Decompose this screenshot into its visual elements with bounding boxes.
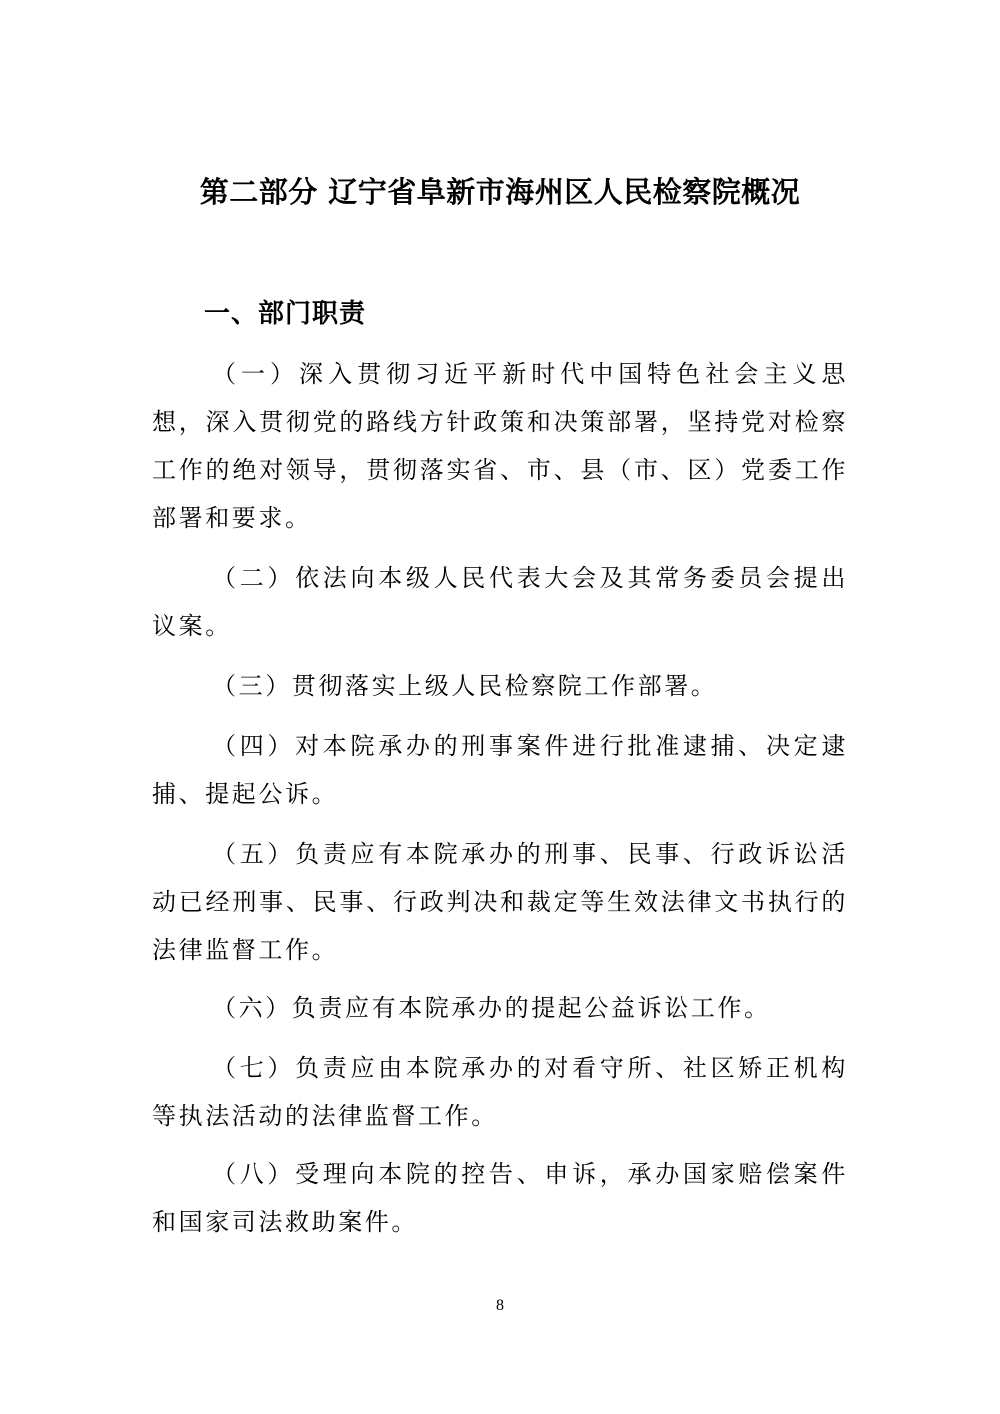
paragraph-5: （五）负责应有本院承办的刑事、民事、行政诉讼活动已经刑事、民事、行政判决和裁定等生效法律文书执行的法律监督工作。 [152,840,848,964]
paragraph-3: （三）贯彻落实上级人民检察院工作部署。 [212,672,718,700]
paragraph-7: （七）负责应由本院承办的对看守所、社区矫正机构等执法活动的法律监督工作。 [152,1054,848,1130]
paragraph-4: （四）对本院承办的刑事案件进行批准逮捕、决定逮捕、提起公诉。 [152,732,848,808]
page-title: 第二部分 辽宁省阜新市海州区人民检察院概况 [199,175,801,209]
paragraph-6: （六）负责应有本院承办的提起公益诉讼工作。 [212,994,771,1022]
section-heading: 一、部门职责 [204,299,367,329]
paragraph-2: （二）依法向本级人民代表大会及其常务委员会提出议案。 [152,564,848,640]
paragraph-1: （一）深入贯彻习近平新时代中国特色社会主义思想，深入贯彻党的路线方针政策和决策部署，坚持党对检察工作的绝对领导，贯彻落实省、市、县（市、区）党委工作部署和要求。 [152,360,848,532]
paragraph-8: （八）受理向本院的控告、申诉，承办国家赔偿案件和国家司法救助案件。 [152,1160,848,1236]
page-number: 8 [496,1297,504,1314]
